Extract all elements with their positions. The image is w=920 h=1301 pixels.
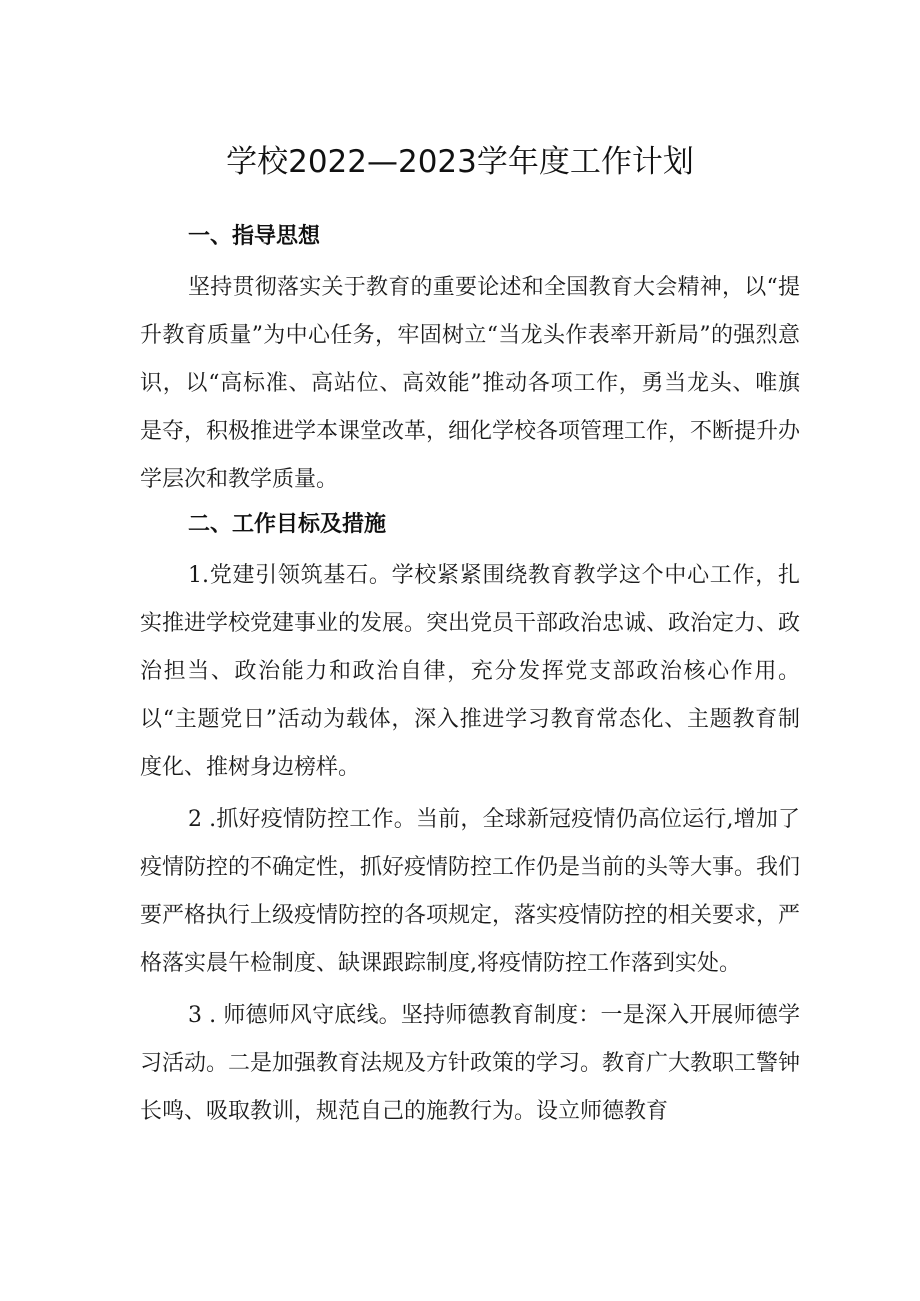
paragraph-epidemic-prevention: 2 .抓好疫情防控工作。当前，全球新冠疫情仍高位运行,增加了疫情防控的不确定性，抓好疫情防控工作仍是当前的头等大事。我们要严格执行上级疫情防控的各项规定，落实疫情防控的相关要求，严格落实晨午检制度、缺课跟踪制度,将疫情防控工作落到实处。: [140, 807, 801, 976]
section-heading-guiding-thought: 一、指导思想: [188, 224, 321, 249]
document-body: [140, 220, 800, 1136]
section-heading-goals-measures: 二、工作目标及措施: [188, 512, 387, 537]
paragraph-teacher-ethics: 3 . 师德师风守底线。坚持师德教育制度：一是深入开展师德学习活动。二是加强教育法规及方针政策的学习。教育广大教职工警钟长鸣、吸取教训，规范自己的施教行为。设立师德教育: [140, 1003, 801, 1124]
document-title: 学校2022—2023学年度工作计划: [226, 144, 694, 180]
paragraph-party-building: 1.党建引领筑基石。学校紧紧围绕教育教学这个中心工作，扎实推进学校党建事业的发展。突出党员干部政治忠诚、政治定力、政治担当、政治能力和政治自律，充分发挥党支部政治核心作用。以“主题党日”活动为载体，深入推进学习教育常态化、主题教育制度化、推树身边榜样。: [140, 563, 801, 780]
paragraph-guiding-thought: 坚持贯彻落实关于教育的重要论述和全国教育大会精神，以“提升教育质量”为中心任务，牢固树立“当龙头作表率开新局”的强烈意识，以“高标准、高站位、高效能”推动各项工作，勇当龙头、唯旗是夺，积极推进学本课堂改革，细化学校各项管理工作，不断提升办学层次和教学质量。: [140, 275, 801, 492]
